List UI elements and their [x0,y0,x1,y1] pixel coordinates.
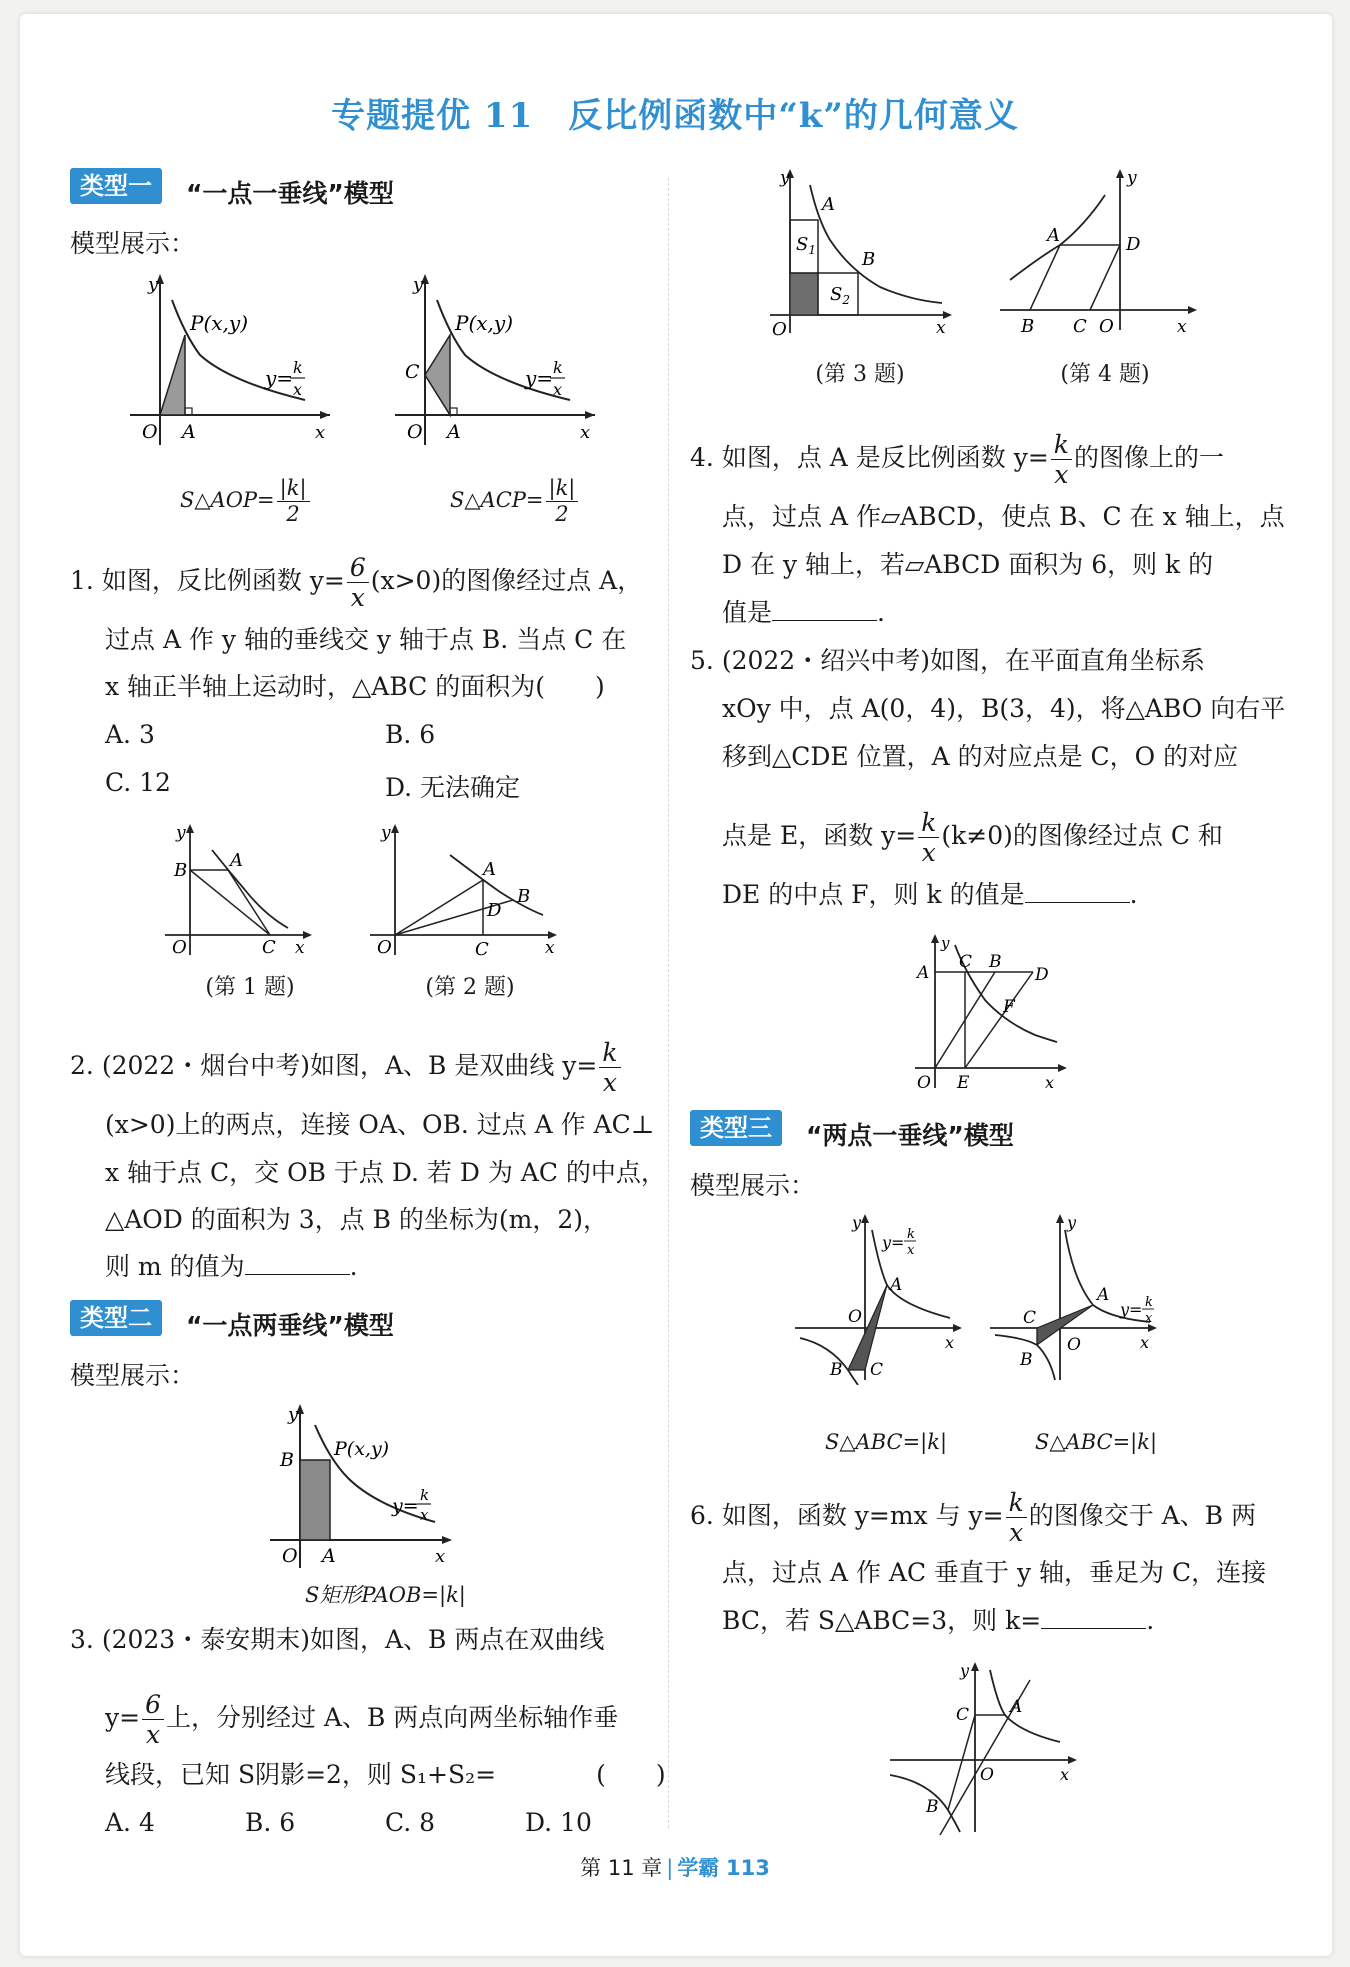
q3-line-3: 线段，已知 S阴影=2，则 S₁+S₂= ( ) [105,1760,666,1789]
svg-text:C: C [1073,316,1087,337]
svg-text:C: C [475,939,489,960]
formula-paob: S矩形PAOB=|k| [305,1583,466,1607]
svg-text:k: k [420,1486,430,1504]
figure-q5 [905,930,1075,1095]
svg-text:A: A [483,859,496,880]
svg-text:x: x [420,1506,429,1524]
svg-text:O: O [377,937,392,958]
svg-text:y: y [413,274,424,295]
svg-text:x: x [1060,1765,1070,1784]
svg-text:P(x,y): P(x,y) [334,1438,390,1460]
svg-text:C: C [405,361,420,383]
page-footer: 第 11 章 | 学霸 113 [580,1856,770,1880]
svg-text:B: B [1020,1350,1033,1370]
svg-text:A: A [1047,225,1060,246]
q2-line-5: 则 m 的值为 . [105,1252,358,1281]
q5-line-2: xOy 中，点 A(0，4)，B(3，4)，将△ABO 向右平 [722,694,1286,723]
formula-abc-2: S△ABC=|k| [1035,1430,1158,1454]
svg-text:y: y [1127,168,1137,188]
svg-text:B: B [862,249,876,270]
q6-line-1: 6. 如图，函数 y=mx 与 y= $\frac{k}{x}$ 的图像交于 A、B 两 [690,1488,1257,1547]
q4-line-1: 4. 如图，点 A 是反比例函数 y= $\frac{k}{x}$ 的图像上的一 [690,430,1224,489]
model-figure-acp [395,270,605,450]
svg-text:y=: y= [525,366,554,390]
type-badge-2: 类型二 [70,1300,162,1336]
q3-option-c: C. 8 [385,1808,436,1837]
q4-line-4: 值是 . [722,598,885,627]
svg-text:y: y [288,1404,299,1425]
formula-aop: S△AOP= $\frac{|k|}{2}$ [180,478,312,525]
q5-line-5: DE 的中点 F，则 k 的值是 . [722,880,1138,909]
svg-text:A: A [822,194,835,215]
type-name-2: “一点两垂线”模型 [186,1311,394,1340]
formula-abc-1: S△ABC=|k| [825,1430,948,1454]
svg-text:F: F [1003,997,1015,1017]
model-label-2: 模型展示： [70,1361,196,1390]
q3-line-2: y= $\frac{6}{x}$ 上，分别经过 A、B 两点向两坐标轴作垂 [105,1690,619,1749]
figure-q6 [880,1660,1080,1835]
caption-q3: (第 3 题) [815,362,905,387]
type-name-3: “两点一垂线”模型 [806,1121,1014,1150]
svg-text:x: x [545,938,555,958]
svg-text:C: C [262,937,276,958]
caption-q2: (第 2 题) [425,975,515,1000]
svg-text:S2: $S_2$ [830,284,850,307]
svg-text:A: A [890,1275,903,1295]
model-figure-aop [130,270,340,450]
svg-text:x: x [936,318,946,338]
model-figure-paob [270,1400,460,1570]
svg-text:x: x [553,380,563,399]
svg-text:D: D [487,900,502,921]
svg-text:B: B [280,1449,294,1471]
svg-text:S1: $S_1$ [796,234,816,257]
svg-text:x: x [1145,1311,1153,1326]
svg-text:k: k [553,358,563,377]
svg-text:x: x [295,938,305,958]
svg-text:E: E [957,1073,970,1093]
svg-text:x: x [1140,1333,1150,1352]
figure-q1 [160,820,320,960]
page-title: 专题提优 11 反比例函数中“k”的几何意义 [331,96,1019,136]
model-label-1: 模型展示： [70,229,196,258]
svg-text:O: O [142,421,158,443]
svg-text:y=: y= [265,366,294,390]
q6-answer-blank [1041,1606,1146,1629]
figure-q4 [995,165,1205,345]
q1-line-2: 过点 A 作 y 轴的垂线交 y 轴于点 B. 当点 C 在 [105,625,627,654]
svg-text:D: D [1035,965,1049,985]
svg-text:A: A [322,1545,336,1567]
svg-text:x: x [907,1243,915,1258]
q4-answer-blank [772,598,877,621]
svg-text:O: O [980,1765,994,1785]
svg-text:O: O [917,1073,931,1093]
svg-text:P(x,y): P(x,y) [190,311,248,335]
svg-text:y: y [381,823,391,843]
type-badge-3: 类型三 [690,1110,782,1146]
svg-text:O: O [407,421,423,443]
svg-text:A: A [1097,1285,1110,1305]
svg-text:C: C [959,952,973,972]
q5-line-3: 移到△CDE 位置，A 的对应点是 C，O 的对应 [722,742,1239,771]
svg-text:P(x,y): P(x,y) [455,311,513,335]
q3-line-1: 3. (2023・泰安期末)如图，A、B 两点在双曲线 [70,1625,605,1654]
figure-q3 [760,165,960,345]
svg-text:x: x [1045,1073,1055,1092]
svg-text:k: k [907,1227,915,1242]
svg-text:x: x [945,1333,955,1352]
q4-line-2: 点，过点 A 作▱ABCD，使点 B、C 在 x 轴上，点 [722,502,1285,531]
svg-text:y: y [941,934,950,952]
svg-text:C: C [956,1705,970,1725]
q2-line-4: △AOD 的面积为 3，点 B 的坐标为(m，2)， [105,1205,609,1234]
svg-text:A: A [917,963,930,983]
q3-option-b: B. 6 [245,1808,296,1837]
svg-text:y: y [852,1213,862,1232]
svg-text:y: y [148,274,159,295]
svg-text:x: x [435,1546,446,1567]
svg-text:y=: y= [882,1233,905,1252]
formula-acp: S△ACP= $\frac{|k|}{2}$ [450,478,580,525]
q1-option-b: B. 6 [385,720,436,749]
caption-q4: (第 4 题) [1060,362,1150,387]
q4-line-3: D 在 y 轴上，若▱ABCD 面积为 6，则 k 的 [722,550,1214,579]
q5-line-4: 点是 E，函数 y= $\frac{k}{x}$ (k≠0)的图像经过点 C 和 [722,808,1223,867]
q6-line-3: BC，若 S△ABC=3，则 k= . [722,1606,1155,1635]
svg-text:B: B [989,952,1002,972]
svg-text:y=: y= [1120,1300,1143,1319]
q3-option-a: A. 4 [105,1808,155,1837]
q2-line-2: (x>0)上的两点，连接 OA、OB. 过点 A 作 AC⊥ [105,1110,655,1139]
q1-option-c: C. 12 [105,768,171,797]
svg-text:x: x [293,380,303,399]
q2-answer-blank [245,1252,350,1275]
svg-text:C: C [1023,1308,1037,1328]
q1-option-a: A. 3 [105,720,155,749]
svg-text:B: B [830,1360,843,1380]
q5-line-1: 5. (2022・绍兴中考)如图，在平面直角坐标系 [690,646,1205,675]
svg-text:A: A [182,421,196,443]
svg-text:y: y [780,168,790,188]
svg-text:x: x [580,422,591,443]
q1-option-d: D. 无法确定 [385,773,521,802]
svg-text:A: A [1010,1697,1023,1717]
svg-text:y: y [960,1661,970,1680]
figure-q2 [365,820,565,960]
model-label-3: 模型展示： [690,1171,816,1200]
q6-line-2: 点，过点 A 作 AC 垂直于 y 轴，垂足为 C，连接 [722,1558,1267,1587]
svg-text:C: C [870,1360,884,1380]
svg-text:O: O [282,1545,298,1567]
caption-q1: (第 1 题) [205,975,295,1000]
svg-text:x: x [315,422,326,443]
svg-text:A: A [447,421,461,443]
svg-text:y=: y= [392,1495,419,1517]
svg-text:B: B [174,860,188,881]
svg-text:B: B [926,1797,939,1817]
svg-text:B: B [517,886,531,907]
footer-page-number: 113 [726,1856,770,1880]
svg-text:O: O [848,1307,862,1327]
q3-option-d: D. 10 [525,1808,592,1837]
svg-text:k: k [293,358,303,377]
q1-line-3: x 轴正半轴上运动时，△ABC 的面积为( ) [105,672,605,701]
svg-text:y: y [1067,1213,1077,1232]
model-figure-abc-1 [790,1210,965,1385]
svg-text:O: O [1067,1335,1081,1355]
svg-text:D: D [1126,234,1141,255]
svg-text:A: A [230,850,243,871]
q5-answer-blank [1025,880,1130,903]
svg-text:y: y [176,823,186,843]
footer-brand: 学霸 [677,1856,720,1880]
q2-line-1: 2. (2022・烟台中考)如图，A、B 是双曲线 y= $\frac{k}{x}$ [70,1040,623,1095]
svg-text:O: O [772,319,787,340]
column-divider [668,178,669,1828]
footer-chapter: 第 11 章 [580,1856,663,1880]
svg-text:k: k [1145,1295,1153,1310]
model-figure-abc-2 [985,1210,1160,1385]
svg-text:O: O [172,937,187,958]
svg-text:x: x [1177,317,1187,337]
svg-text:B: B [1021,316,1035,337]
type-name-1: “一点一垂线”模型 [186,179,394,208]
q2-line-3: x 轴于点 C，交 OB 于点 D. 若 D 为 AC 的中点， [105,1158,666,1187]
q1-line-1: 1. 如图，反比例函数 y= $\frac{6}{x}$ (x>0)的图像经过点 A， [70,553,643,612]
type-badge-1: 类型一 [70,168,162,204]
svg-text:O: O [1099,316,1114,337]
